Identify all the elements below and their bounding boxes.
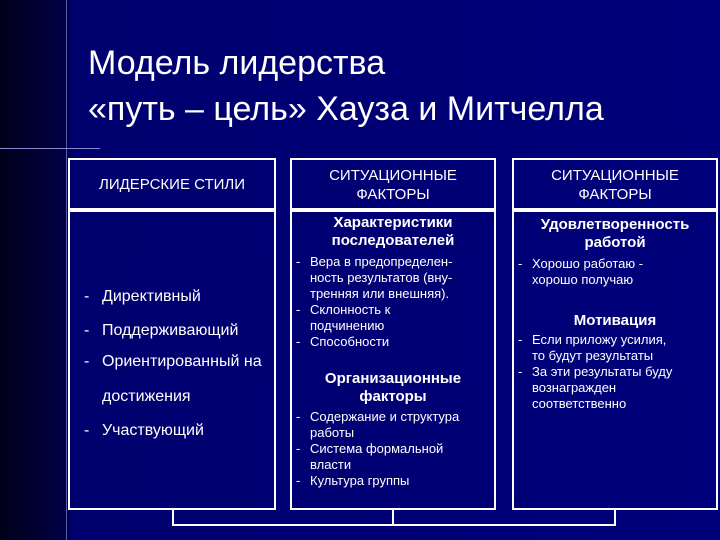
left-decor-strip: [0, 0, 70, 540]
job-satisfaction-title: Удовлетворенность работой: [540, 216, 690, 251]
satisfaction-header-box: [512, 158, 718, 210]
job-satisfaction-item: - Хорошо работаю - хорошо получаю: [518, 256, 644, 287]
style-item-participative: - Участвующий: [84, 422, 204, 439]
connector-bottom-line: [172, 524, 616, 526]
org-item-formal-authority: - Система формальной власти: [296, 441, 444, 472]
org-item-work-structure: - Содержание и структура работы: [296, 409, 460, 440]
slide-title: [88, 40, 708, 132]
motivation-list: [518, 332, 712, 412]
style-item-achievement-cont: достижения: [102, 388, 191, 405]
followers-item-ability: - Способности: [296, 334, 390, 349]
motivation-item-effort: - Если приложу усилия, то будут результаты: [518, 332, 667, 363]
org-item-group-culture: - Культура группы: [296, 473, 410, 488]
situational-body-box: [290, 210, 496, 510]
decor-horizontal-line: [0, 148, 100, 149]
styles-list-box: [68, 210, 276, 510]
satisfaction-header: СИТУАЦИОННЫЕ ФАКТОРЫ: [551, 167, 679, 203]
title-line-2: «путь – цель» Хауза и Митчелла: [88, 90, 604, 128]
style-item-achievement: - Ориентированный на: [84, 353, 262, 370]
title-line-1: Модель лидерства: [88, 44, 386, 82]
motivation-item-reward: - За эти результаты буду вознагражден соответственно: [518, 364, 673, 411]
situational-header: СИТУАЦИОННЫЕ ФАКТОРЫ: [329, 167, 457, 203]
styles-header-box: [68, 158, 276, 210]
org-list: [296, 409, 490, 489]
style-item-supportive: - Поддерживающий: [84, 322, 239, 339]
style-item-directive: - Директивный: [84, 288, 201, 305]
followers-list: [296, 254, 490, 350]
followers-title: Характеристики последователей: [331, 214, 455, 249]
followers-item-belief: - Вера в предопределен- ность результатов (вну- тренняя или внешняя).: [296, 254, 453, 301]
job-satisfaction-list: [518, 256, 712, 288]
decor-vertical-line: [66, 0, 67, 540]
situational-header-box: [290, 158, 496, 210]
org-title: Организационные факторы: [324, 370, 462, 405]
followers-item-submission: - Склонность к подчинению: [296, 302, 391, 333]
styles-header: ЛИДЕРСКИЕ СТИЛИ: [98, 176, 246, 193]
satisfaction-body-box: [512, 210, 718, 510]
motivation-title: Мотивация: [573, 312, 657, 329]
